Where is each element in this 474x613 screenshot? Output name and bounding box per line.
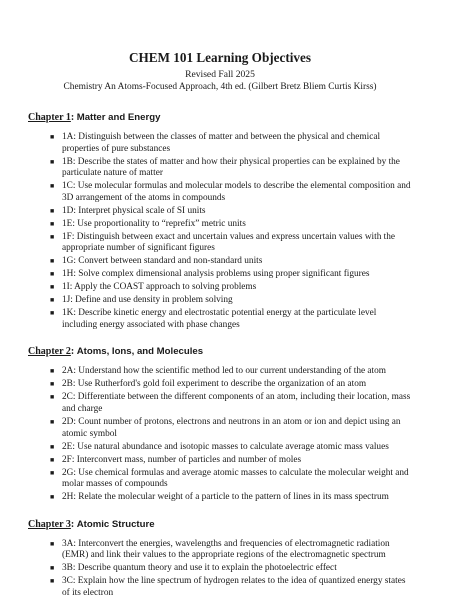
objective-text: 1D: Interpret physical scale of SI units [62, 205, 206, 216]
bullet-icon: ■ [50, 417, 55, 426]
chapter-number: Chapter 3 [28, 518, 71, 530]
objective-text: 3C: Explain how the line spectrum of hydrogen relates to the idea of quantized energy states of its electron [62, 576, 406, 598]
objective-text: 1A: Distinguish between the classes of matter and between the physical and chemical properties of pure substances [62, 132, 381, 154]
objective-text: 3A: Interconvert the energies, wavelengths and frequencies of electromagnetic radiation (EMR) and link their values to the appropriate regions of the electromagnetic spectrum [62, 538, 390, 561]
objective-item [50, 132, 412, 155]
bullet-icon: ■ [50, 257, 55, 266]
objective-item [50, 269, 412, 281]
bullet-icon: ■ [50, 577, 55, 586]
objective-item [50, 156, 412, 180]
objective-text: 3B: Describe quantum theory and use it to explain the photoelectric effect [62, 563, 337, 574]
objective-item [50, 181, 412, 204]
bullet-icon: ■ [50, 270, 55, 279]
chapter-number: Chapter 2 [28, 346, 71, 358]
objective-text: 1J: Define and use density in problem solving [62, 295, 233, 306]
bullet-icon: ■ [50, 283, 55, 292]
objective-item [50, 454, 412, 467]
objective-item [50, 205, 412, 218]
objective-item [50, 218, 412, 231]
objective-list [28, 132, 412, 331]
chapter-title: Atomic Structure [76, 518, 155, 530]
objective-item [50, 492, 412, 504]
objective-text: 1H: Solve complex dimensional analysis problems using proper significant figures [62, 269, 370, 280]
objective-text: 1F: Distinguish between exact and uncertain values and express uncertain values with the appropriate number of significant figures [62, 231, 396, 254]
revision-date: Revised Fall 2025 [185, 69, 255, 80]
bullet-icon: ■ [50, 296, 55, 305]
bullet-icon: ■ [50, 564, 55, 573]
chapter-heading [28, 111, 412, 124]
objective-text: 2A: Understand how the scientific method led to our current understanding of the atom [62, 366, 387, 377]
objective-text: 2D: Count number of protons, electrons and neutrons in an atom or ion and depict using an atomic symbol [62, 416, 401, 439]
bullet-icon: ■ [50, 133, 55, 141]
bullet-icon: ■ [50, 182, 55, 191]
objective-text: 2B: Use Rutherford's gold foil experiment to describe the organization of an atom [62, 379, 367, 390]
objective-text: 1B: Describe the states of matter and how their physical properties can be explained by the particulate nature of matter [62, 156, 400, 179]
objective-item [50, 366, 412, 378]
chapter-heading [28, 345, 412, 358]
bullet-icon: ■ [50, 468, 55, 477]
objective-item [50, 441, 412, 454]
objective-text: 1C: Use molecular formulas and molecular models to describe the elemental composition and 3D arrangement of the atoms in compounds [62, 181, 411, 203]
objective-text: 1G: Convert between standard and non-standard units [62, 256, 263, 267]
chapters-container [28, 111, 412, 599]
chapter-heading [28, 518, 412, 531]
objective-text: 1E: Use proportionality to “reprefix” metric units [62, 218, 246, 229]
bullet-icon: ■ [50, 539, 55, 548]
bullet-icon: ■ [50, 393, 55, 402]
bullet-icon: ■ [50, 493, 55, 502]
objective-item [50, 538, 412, 562]
objective-item [50, 256, 412, 268]
objective-text: 1I: Apply the COAST approach to solving problems [62, 282, 257, 293]
bullet-icon: ■ [50, 309, 55, 318]
chapter-separator: : [70, 346, 77, 358]
objective-list [28, 539, 412, 600]
objective-item [50, 563, 412, 575]
objective-text: 2E: Use natural abundance and isotopic masses to calculate average atomic mass values [62, 441, 389, 452]
objective-text: 2H: Relate the molecular weight of a particle to the pattern of lines in its mass spectrum [62, 492, 389, 503]
objective-item [50, 379, 412, 391]
bullet-icon: ■ [50, 232, 55, 241]
chapter-title: Atoms, Ions, and Molecules [76, 346, 204, 358]
bullet-icon: ■ [50, 206, 55, 215]
objective-text: 2F: Interconvert mass, number of particles and number of moles [62, 454, 302, 465]
chapter-separator: : [70, 518, 77, 530]
document-title: CHEM 101 Learning Objectives [128, 50, 312, 65]
bullet-icon: ■ [50, 219, 55, 228]
objective-item [50, 467, 412, 491]
objective-item [50, 392, 412, 415]
bullet-icon: ■ [50, 455, 55, 464]
objective-list [28, 366, 412, 503]
objective-text: 2G: Use chemical formulas and average atomic masses to calculate the molecular weight and molar masses of compounds [62, 467, 409, 490]
objective-item [50, 576, 412, 599]
bullet-icon: ■ [50, 442, 55, 451]
bullet-icon: ■ [50, 380, 55, 389]
document-header [28, 50, 412, 93]
objective-item [50, 416, 412, 440]
objective-text: 1K: Describe kinetic energy and electrostatic potential energy at the particulate level including energy associated with phase changes [62, 308, 377, 330]
chapter-title: Matter and Energy [76, 112, 161, 123]
bullet-icon: ■ [50, 367, 55, 376]
objective-item [50, 295, 412, 307]
objective-text: 2C: Differentiate between the different components of an atom, including their location, mass and charge [62, 392, 411, 414]
chapter-number: Chapter 1 [28, 112, 71, 123]
bullet-icon: ■ [50, 157, 55, 166]
textbook-reference: Chemistry An Atoms-Focused Approach, 4th ed. (Gilbert Bretz Bliem Curtis Kirss) [63, 82, 377, 92]
objective-item [50, 282, 412, 294]
objective-item [50, 231, 412, 255]
chapter-separator: : [70, 112, 77, 123]
objective-item [50, 308, 412, 331]
